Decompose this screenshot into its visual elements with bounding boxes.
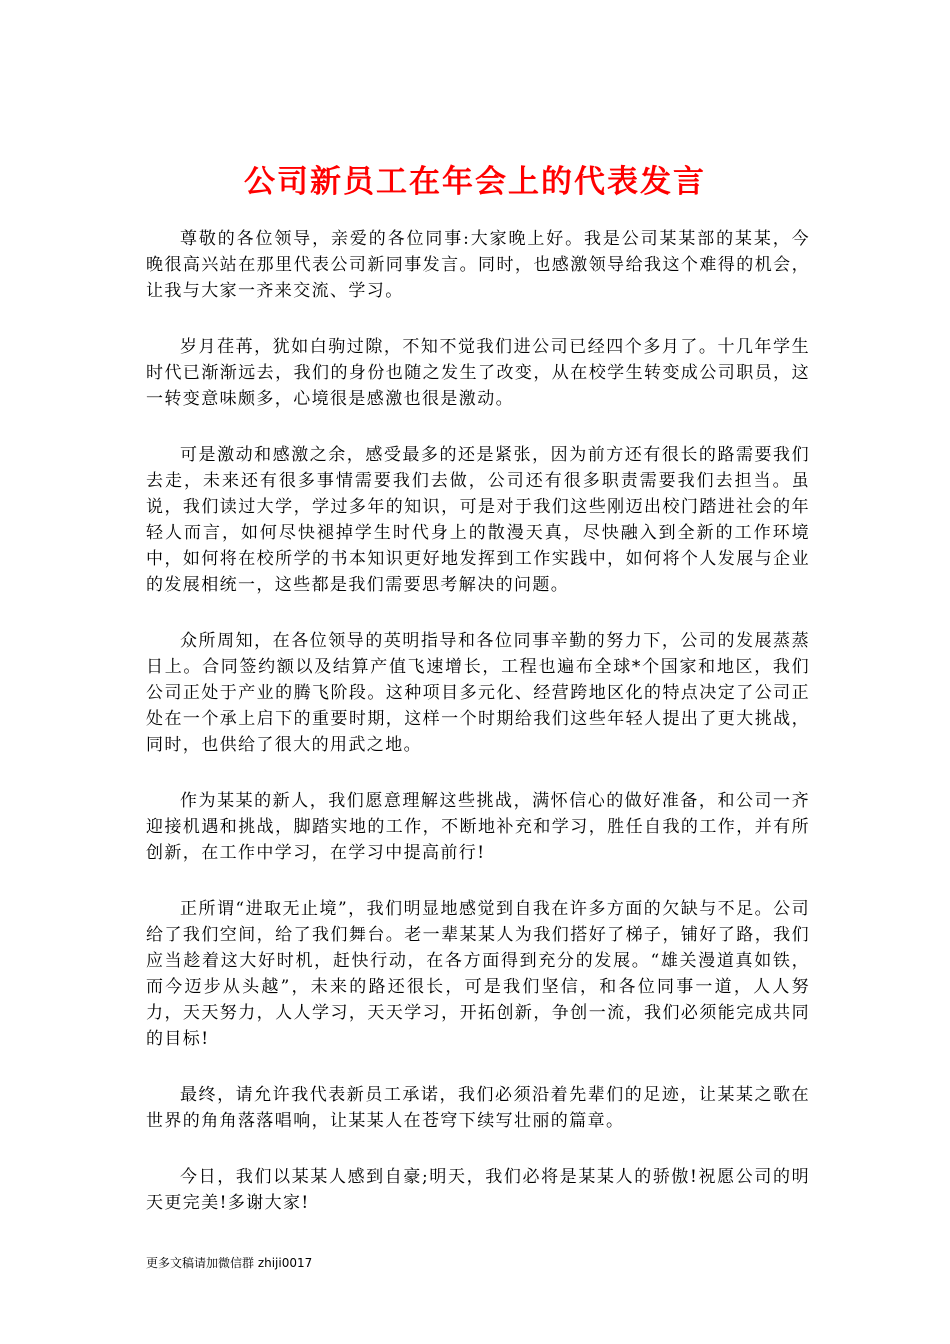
paragraph-8: 今日，我们以某某人感到自豪;明天，我们必将是某某人的骄傲!祝愿公司的明天更完美!多谢大家! (146, 1167, 810, 1213)
document-body (146, 226, 810, 1246)
paragraph-7: 最终，请允许我代表新员工承诺，我们必须沿着先辈们的足迹，让某某之歌在世界的角角落落唱响，让某某人在苍穹下续写壮丽的篇章。 (146, 1085, 810, 1131)
paragraph-6: 正所谓“进取无止境”，我们明显地感觉到自我在许多方面的欠缺与不足。公司给了我们空间，给了我们舞台。老一辈某某人为我们搭好了梯子，铺好了路，我们应当趁着这大好时机，赶快行动，在各方面得到充分的发展。“雄关漫道真如铁，而今迈步从头越”，未来的路还很长，可是我们坚信，和各位同事一道，人人努力，天天努力，人人学习，天天学习，开拓创新，争创一流，我们必须能完成共同的目标! (146, 899, 810, 1049)
paragraph-3: 可是激动和感激之余，感受最多的还是紧张，因为前方还有很长的路需要我们去走，未来还有很多事情需要我们去做，公司还有很多职责需要我们去担当。虽说，我们读过大学，学过多年的知识，可是对于我们这些刚迈出校门踏进社会的年轻人而言，如何尽快褪掉学生时代身上的散漫天真，尽快融入到全新的工作环境中，如何将在校所学的书本知识更好地发挥到工作实践中，如何将个人发展与企业的发展相统一，这些都是我们需要思考解决的问题。 (146, 445, 810, 595)
paragraph-2: 岁月荏苒，犹如白驹过隙，不知不觉我们进公司已经四个多月了。十几年学生时代已渐渐远去，我们的身份也随之发生了改变，从在校学生转变成公司职员，这一转变意味颇多，心境很是感激也很是激动。 (146, 337, 810, 409)
paragraph-1: 尊敬的各位领导，亲爱的各位同事:大家晚上好。我是公司某某部的某某，今晚很高兴站在那里代表公司新同事发言。同时，也感激领导给我这个难得的机会，让我与大家一齐来交流、学习。 (146, 229, 810, 301)
paragraph-4: 众所周知，在各位领导的英明指导和各位同事辛勤的努力下，公司的发展蒸蒸日上。合同签约额以及结算产值飞速增长，工程也遍布全球*个国家和地区，我们公司正处于产业的腾飞阶段。这种项目多元化、经营跨地区化的特点决定了公司正处在一个承上启下的重要时期，这样一个时期给我们这些年轻人提出了更大挑战，同时，也供给了很大的用武之地。 (146, 631, 810, 755)
paragraph-5: 作为某某的新人，我们愿意理解这些挑战，满怀信心的做好准备，和公司一齐迎接机遇和挑战，脚踏实地的工作，不断地补充和学习，胜任自我的工作，并有所创新，在工作中学习，在学习中提高前行! (146, 791, 810, 863)
document-title: 公司新员工在年会上的代表发言 (244, 164, 706, 200)
footer-note: 更多文稿请加微信群 zhiji0017 (146, 1256, 313, 1270)
